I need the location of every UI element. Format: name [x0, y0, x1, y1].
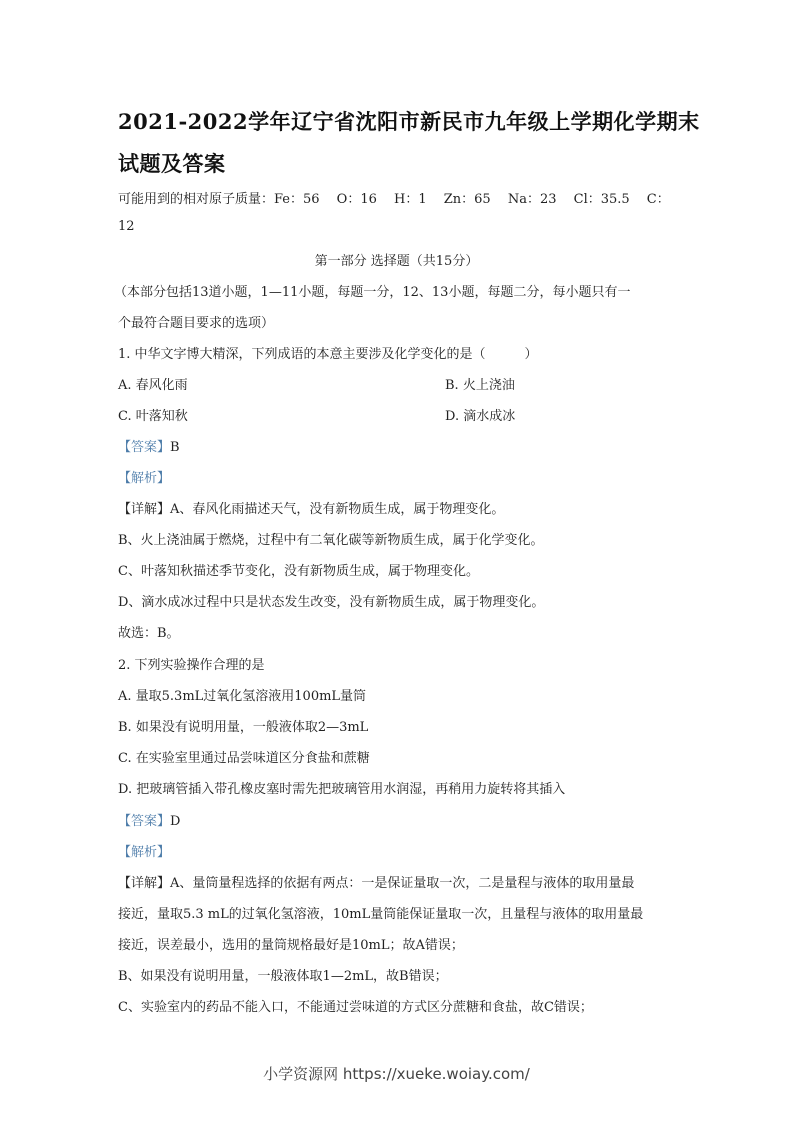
- question-2-option-b: B. 如果没有说明用量，一般液体取2—3mL: [118, 720, 369, 735]
- atomic-masses-line2: 12: [118, 219, 135, 234]
- document-title-line1: 2021-2022学年辽宁省沈阳市新民市九年级上学期化学期末: [118, 109, 700, 134]
- section-note-line1: （本部分包括13道小题，1—11小题，每题一分，12、13小题，每题二分，每小题只有一: [114, 285, 631, 300]
- answer-label: 【答案】: [118, 814, 171, 829]
- question-2-detail-line4: B、如果没有说明用量，一般液体取1—2mL，故B错误；: [118, 969, 448, 984]
- section-note-line2: 个最符合题目要求的选项）: [118, 316, 275, 331]
- question-2-option-a: A. 量取5.3mL过氧化氢溶液用100mL量筒: [118, 689, 367, 704]
- question-2-answer: [118, 810, 180, 829]
- question-2-option-c: C. 在实验室里通过品尝味道区分食盐和蔗糖: [118, 751, 370, 766]
- footer-watermark: 小学资源网 https://xueke.woiay.com/: [263, 1065, 530, 1083]
- detail-label: 【详解】: [118, 502, 171, 517]
- question-1-analysis: [118, 467, 170, 486]
- question-1-detail-line4: D、滴水成冰过程中只是状态发生改变，没有新物质生成，属于物理变化。: [118, 595, 545, 610]
- question-2-detail-line1: [118, 872, 634, 891]
- question-2-detail-line3: 接近，误差最小，选用的量筒规格最好是10mL；故A错误；: [118, 938, 464, 953]
- atomic-masses-line1: 可能用到的相对原子质量：Fe：56 O：16 H：1 Zn：65 Na：23 Cl：35.5 C：: [118, 192, 670, 207]
- question-2-stem: 2. 下列实验操作合理的是: [118, 658, 265, 673]
- question-1-detail-line2: B、火上浇油属于燃烧，过程中有二氧化碳等新物质生成，属于化学变化。: [118, 533, 544, 548]
- question-1-detail-line3: C、叶落知秋描述季节变化，没有新物质生成，属于物理变化。: [118, 564, 479, 579]
- document-title-line2: 试题及答案: [118, 151, 226, 176]
- question-1-stem: 1. 中华文字博大精深，下列成语的本意主要涉及化学变化的是（ ）: [118, 347, 538, 362]
- answer-label: 【答案】: [118, 440, 171, 455]
- analysis-label: 【解析】: [118, 471, 171, 486]
- detail-text: A、春风化雨描述天气，没有新物质生成，属于物理变化。: [170, 502, 505, 517]
- question-1-option-d: D. 滴水成冰: [445, 409, 516, 424]
- answer-value: B: [170, 440, 180, 455]
- answer-value: D: [170, 814, 181, 829]
- question-1-option-a: A. 春风化雨: [118, 378, 188, 393]
- detail-text: A、量筒量程选择的依据有两点：一是保证量取一次，二是量程与液体的取用量最: [170, 876, 635, 891]
- question-1-conclusion: 故选：B。: [118, 626, 180, 641]
- detail-label: 【详解】: [118, 876, 171, 891]
- question-1-detail-line1: [118, 498, 504, 517]
- question-2-analysis: [118, 841, 170, 860]
- question-1-option-b: B. 火上浇油: [445, 378, 515, 393]
- question-2-detail-line5: C、实验室内的药品不能入口，不能通过尝味道的方式区分蔗糖和食盐，故C错误；: [118, 1000, 593, 1015]
- section-heading: 第一部分 选择题（共15分）: [314, 254, 479, 269]
- question-2-option-d: D. 把玻璃管插入带孔橡皮塞时需先把玻璃管用水润湿，再稍用力旋转将其插入: [118, 782, 566, 797]
- question-1-option-c: C. 叶落知秋: [118, 409, 188, 424]
- question-2-detail-line2: 接近，量取5.3 mL的过氧化氢溶液，10mL量筒能保证量取一次，且量程与液体的取用量最: [118, 907, 644, 922]
- question-1-answer: [118, 436, 180, 455]
- analysis-label: 【解析】: [118, 845, 171, 860]
